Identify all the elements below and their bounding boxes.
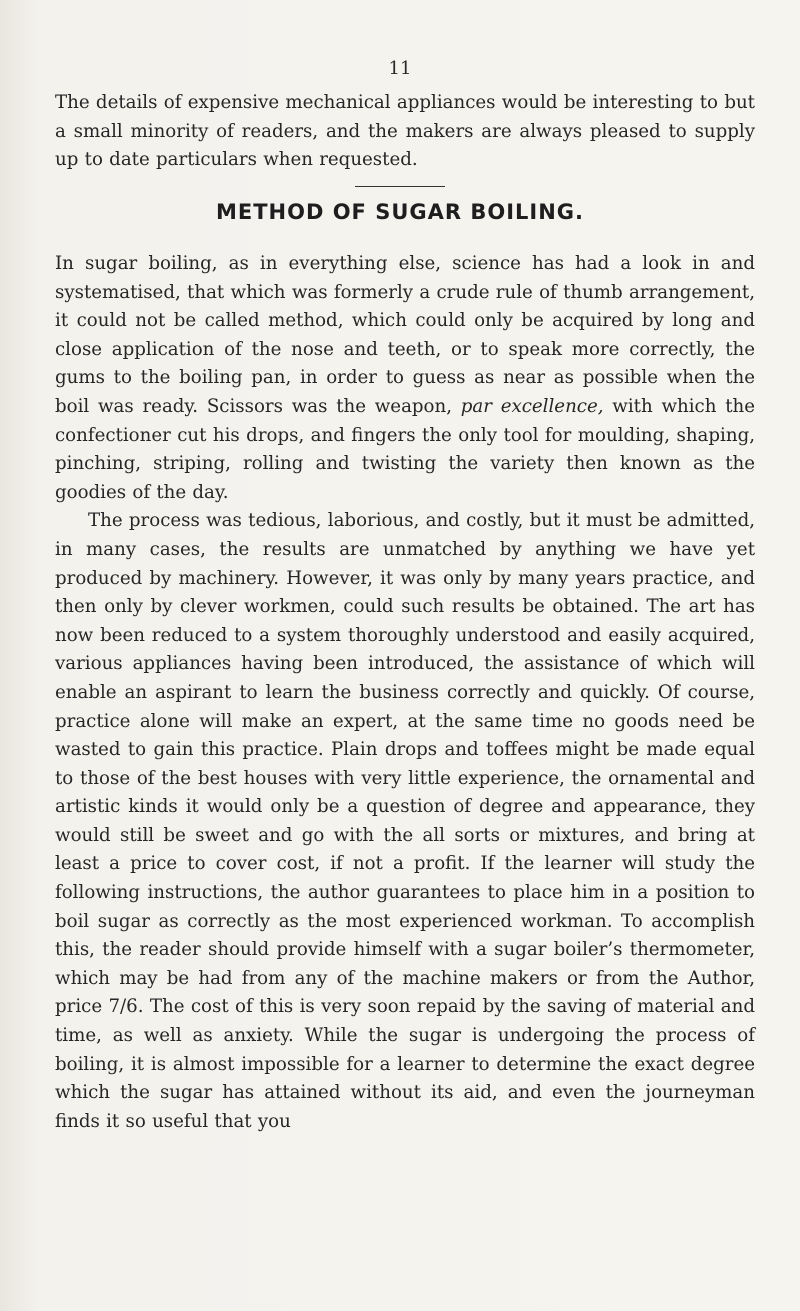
section-divider-rule <box>355 186 445 187</box>
paragraph-1-italic: par excellence, <box>460 395 604 417</box>
section-body <box>55 250 755 1136</box>
section-heading: METHOD OF SUGAR BOILING. <box>215 200 585 224</box>
page-number: 11 <box>388 58 412 79</box>
paragraph-1-text-b: with which the confectioner cut his drops, and fingers the only tool for moulding, shaping, pinching, striping, rolling and twisting the variety then known as the goodies of the day. <box>55 395 755 503</box>
paragraph-2: The process was tedious, laborious, and costly, but it must be admitted, in many cases, the results are unmatched by anything we have yet produced by machinery. However, it was only by many years practice, and then only by clever workmen, could such results be obtained. The art has now been reduced to a system thoroughly understood and easily acquired, various appliances having been introduced, the assistance of which will enable an aspirant to learn the business correctly and quickly. Of course, practice alone will make an expert, at the same time no goods need be wasted to gain this practice. Plain drops and toffees might be made equal to those of the best houses with very little experience, the ornamental and artistic kinds it would only be a question of degree and appearance, they would still be sweet and go with the all sorts or mixtures, and bring at least a price to cover cost, if not a profit. If the learner will study the following instructions, the author guarantees to place him in a position to boil sugar as correctly as the most experienced workman. To accomplish this, the reader should provide himself with a sugar boiler’s thermometer, which may be had from any of the machine makers or from the Author, price 7/6. The cost of this is very soon repaid by the saving of material and time, as well as anxiety. While the sugar is undergoing the process of boiling, it is almost impossible for a learner to determine the exact degree which the sugar has attained without its aid, and even the journeyman finds it so useful that you <box>55 510 755 1132</box>
paragraph-1-text-a: In sugar boiling, as in everything else, science has had a look in and systematised, that which was formerly a crude rule of thumb arrangement, it could not be called method, which could only be acquired by long and close application of the nose and teeth, or to speak more correctly, the gums to the boiling pan, in order to guess as near as possible when the boil was ready. Scissors was the weapon, <box>55 253 755 417</box>
intro-text <box>55 89 755 175</box>
intro-paragraph: The details of expensive mechanical appliances would be interesting to but a small minority of readers, and the makers are always pleased to supply up to date particulars when requested. <box>55 92 755 171</box>
paragraph-1 <box>55 250 755 507</box>
